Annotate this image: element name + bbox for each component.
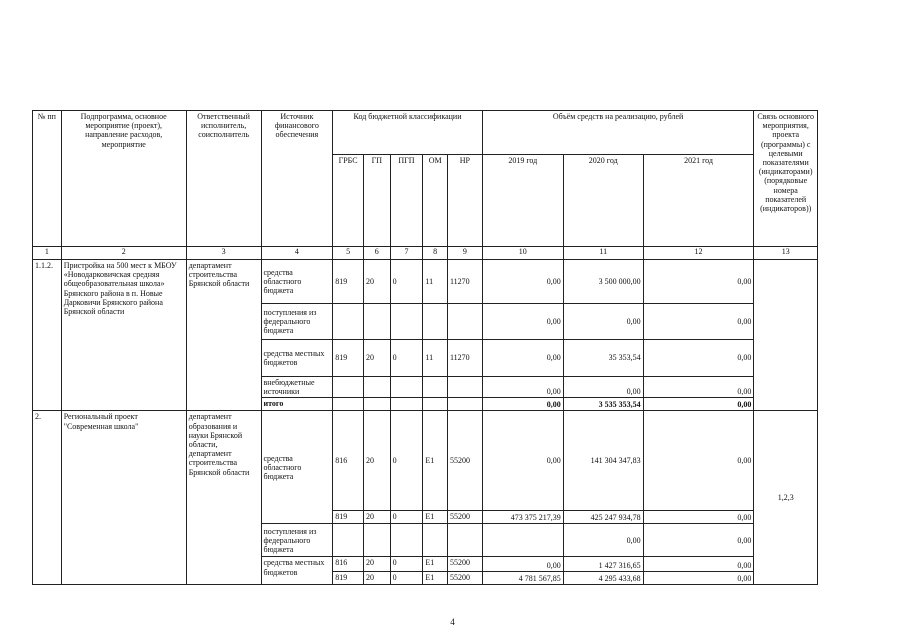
nr-cell <box>447 524 482 557</box>
header-ppgp: ПГП <box>390 155 423 247</box>
ppgp-cell <box>390 398 423 411</box>
link-cell <box>754 260 818 411</box>
gp-cell: 20 <box>363 340 390 377</box>
ppgp-cell: 0 <box>390 557 423 572</box>
budget-table <box>32 110 818 585</box>
value-2019: 0,00 <box>482 557 563 572</box>
ppgp-cell <box>390 524 423 557</box>
nr-cell <box>447 398 482 411</box>
value-2021: 0,00 <box>643 304 754 340</box>
om-cell: E1 <box>423 511 448 524</box>
value-2020: 0,00 <box>563 377 643 398</box>
source-cell: средства областного бюджета <box>261 260 333 304</box>
grbs-cell <box>333 304 364 340</box>
col-number: 2 <box>61 247 186 260</box>
header-source: Источник финансового обеспечения <box>261 111 333 247</box>
header-grbs: ГРБС <box>333 155 364 247</box>
value-2021: 0,00 <box>643 557 754 572</box>
ppgp-cell: 0 <box>390 260 423 304</box>
value-2021: 0,00 <box>643 340 754 377</box>
header-subprogram: Подпрограмма, основное мероприятие (проект), направление расходов, мероприятие <box>61 111 186 247</box>
nr-cell: 55200 <box>447 411 482 511</box>
ppgp-cell: 0 <box>390 572 423 585</box>
grbs-cell <box>333 377 364 398</box>
total-2019: 0,00 <box>482 398 563 411</box>
value-2021: 0,00 <box>643 411 754 511</box>
col-number: 8 <box>423 247 448 260</box>
value-2020: 0,00 <box>563 524 643 557</box>
gp-cell: 20 <box>363 572 390 585</box>
gp-cell <box>363 524 390 557</box>
value-2019: 0,00 <box>482 340 563 377</box>
source-cell: средства местных бюджетов <box>261 557 333 585</box>
gp-cell <box>363 377 390 398</box>
ppgp-cell <box>390 377 423 398</box>
nr-cell: 55200 <box>447 511 482 524</box>
col-number: 6 <box>363 247 390 260</box>
total-label: итого <box>261 398 333 411</box>
header-responsible: Ответственный исполнитель, соисполнитель <box>186 111 261 247</box>
page-number: 4 <box>450 617 455 627</box>
header-link: Связь основного мероприятия, проекта (программы) с целевыми показателями (индикаторами) (порядковые номера показателей (индикаторов)) <box>754 111 818 247</box>
om-cell: E1 <box>423 557 448 572</box>
om-cell <box>423 524 448 557</box>
value-2020: 141 304 347,83 <box>563 411 643 511</box>
header-nr: НР <box>447 155 482 247</box>
grbs-cell: 816 <box>333 557 364 572</box>
col-number: 11 <box>563 247 643 260</box>
section-responsible: департамент строительства Брянской области <box>186 260 261 411</box>
gp-cell: 20 <box>363 511 390 524</box>
value-2019: 0,00 <box>482 260 563 304</box>
nr-cell <box>447 377 482 398</box>
nr-cell: 11270 <box>447 260 482 304</box>
section-responsible: департамент образования и науки Брянской области, департамент строительства Брянской области <box>186 411 261 585</box>
header-2021: 2021 год <box>643 155 754 247</box>
source-cell: поступления из федерального бюджета <box>261 524 333 557</box>
value-2020: 425 247 934,78 <box>563 511 643 524</box>
col-number: 9 <box>447 247 482 260</box>
table-row <box>33 260 818 304</box>
value-2021: 0,00 <box>643 511 754 524</box>
header-gp: ГП <box>363 155 390 247</box>
header-no: № пп <box>33 111 62 247</box>
grbs-cell <box>333 524 364 557</box>
om-cell: E1 <box>423 411 448 511</box>
value-2019: 473 375 217,39 <box>482 511 563 524</box>
ppgp-cell: 0 <box>390 511 423 524</box>
ppgp-cell: 0 <box>390 411 423 511</box>
ppgp-cell <box>390 304 423 340</box>
om-cell: 11 <box>423 260 448 304</box>
gp-cell <box>363 398 390 411</box>
col-number: 5 <box>333 247 364 260</box>
col-number: 10 <box>482 247 563 260</box>
value-2020: 3 500 000,00 <box>563 260 643 304</box>
om-cell: 11 <box>423 340 448 377</box>
gp-cell: 20 <box>363 411 390 511</box>
nr-cell: 11270 <box>447 340 482 377</box>
total-2020: 3 535 353,54 <box>563 398 643 411</box>
section-number: 1.1.2. <box>33 260 62 411</box>
grbs-cell: 819 <box>333 511 364 524</box>
table-row <box>33 411 818 511</box>
section-title: Региональный проект "Современная школа" <box>61 411 186 585</box>
value-2020: 4 295 433,68 <box>563 572 643 585</box>
grbs-cell: 819 <box>333 340 364 377</box>
header-om: ОМ <box>423 155 448 247</box>
value-2020: 1 427 316,65 <box>563 557 643 572</box>
nr-cell <box>447 304 482 340</box>
col-number: 3 <box>186 247 261 260</box>
om-cell <box>423 398 448 411</box>
om-cell <box>423 377 448 398</box>
value-2021: 0,00 <box>643 377 754 398</box>
indicator-link: 1,2,3 <box>754 411 818 585</box>
section-number: 2. <box>33 411 62 585</box>
value-2019: 0,00 <box>482 377 563 398</box>
budget-table-sheet <box>32 110 818 585</box>
header-2020: 2020 год <box>563 155 643 247</box>
value-2019: 0,00 <box>482 304 563 340</box>
grbs-cell: 819 <box>333 572 364 585</box>
om-cell <box>423 304 448 340</box>
grbs-cell: 819 <box>333 260 364 304</box>
om-cell: E1 <box>423 572 448 585</box>
col-number: 4 <box>261 247 333 260</box>
header-budget-code: Код бюджетной классификации <box>333 111 483 155</box>
col-number: 13 <box>754 247 818 260</box>
grbs-cell: 816 <box>333 411 364 511</box>
col-number: 12 <box>643 247 754 260</box>
col-number: 1 <box>33 247 62 260</box>
value-2019: 4 781 567,85 <box>482 572 563 585</box>
gp-cell: 20 <box>363 557 390 572</box>
header-2019: 2019 год <box>482 155 563 247</box>
nr-cell: 55200 <box>447 572 482 585</box>
header-row <box>33 111 818 155</box>
grbs-cell <box>333 398 364 411</box>
total-2021: 0,00 <box>643 398 754 411</box>
col-number: 7 <box>390 247 423 260</box>
source-cell: внебюджетные источники <box>261 377 333 398</box>
column-number-row <box>33 247 818 260</box>
value-2020: 0,00 <box>563 304 643 340</box>
value-2021: 0,00 <box>643 572 754 585</box>
header-volume: Объём средств на реализацию, рублей <box>482 111 754 155</box>
section-title: Пристройка на 500 мест к МБОУ «Новодарковичская средняя общеобразовательная школа» Брянского района в п. Новые Дарковичи Брянского района Брянской области <box>61 260 186 411</box>
gp-cell <box>363 304 390 340</box>
nr-cell: 55200 <box>447 557 482 572</box>
value-2019 <box>482 524 563 557</box>
value-2020: 35 353,54 <box>563 340 643 377</box>
source-cell: поступления из федерального бюджета <box>261 304 333 340</box>
value-2021: 0,00 <box>643 260 754 304</box>
gp-cell: 20 <box>363 260 390 304</box>
source-cell: средства местных бюджетов <box>261 340 333 377</box>
source-cell: средства областного бюджета <box>261 411 333 524</box>
value-2021: 0,00 <box>643 524 754 557</box>
ppgp-cell: 0 <box>390 340 423 377</box>
value-2019: 0,00 <box>482 411 563 511</box>
